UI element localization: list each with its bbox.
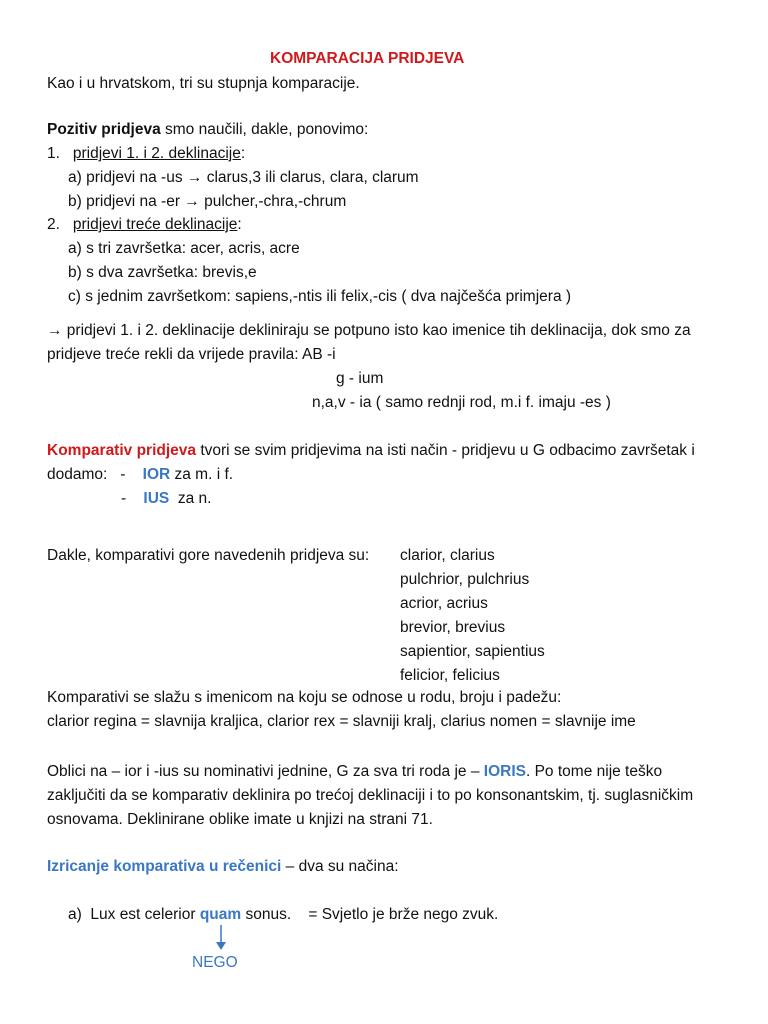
agreement-line-1: Komparativi se slažu s imenicom na koju se odnose u rodu, broju i padežu: (47, 689, 562, 706)
agreement-line-2: clarior regina = slavnija kraljica, clarior rex = slavniji kralj, clarius nomen = slavnije ime (47, 713, 636, 730)
ius-suffix: IUS (143, 490, 170, 507)
oblici-line-1-pre: Oblici na – ior i -ius su nominativi jednine, G za sva tri roda je – (47, 763, 484, 780)
pozitiv-heading-line (47, 120, 368, 140)
list-item-2a: a) s tri završetka: acer, acris, acre (68, 240, 300, 257)
list-item-1 (47, 144, 245, 164)
list-item-1a: a) pridjevi na -us → clarus,3 ili clarus, clara, clarum (68, 169, 419, 186)
komparativ-dodamo: dodamo: - (47, 466, 143, 483)
example-sentence-a-pre: a) Lux est celerior (68, 906, 200, 923)
list-item-1-colon: : (240, 145, 246, 162)
izricanje-heading: Izricanje komparativa u rečenici (47, 858, 282, 875)
oblici-line-1 (47, 762, 662, 782)
list-item-1-number: 1. (47, 145, 60, 162)
example-form: felicior, felicius (400, 667, 500, 684)
rule-line-4: n,a,v - ia ( samo rednji rod, m.i f. imaju -es ) (312, 394, 611, 411)
example-sentence-a (68, 905, 498, 925)
down-arrow-icon (214, 924, 228, 952)
komparativ-line-1 (47, 441, 695, 461)
izricanje-line (47, 857, 399, 877)
oblici-line-1-post: . Po tome nije teško (525, 763, 663, 780)
list-item-1b: b) pridjevi na -er → pulcher,-chra,-chrum (68, 193, 347, 210)
intro-line: Kao i u hrvatskom, tri su stupnja komparacije. (47, 75, 360, 92)
rule-line-2: pridjeve treće rekli da vrijede pravila: AB -i (47, 346, 336, 363)
ioris-ending: IORIS (483, 763, 526, 780)
pozitiv-heading: Pozitiv pridjeva (47, 121, 161, 138)
komparativ-line-2 (47, 465, 233, 485)
ius-rest: za n. (169, 490, 212, 507)
list-item-2c: c) s jednim završetkom: sapiens,-ntis ili felix,-cis ( dva najčešća primjera ) (68, 288, 572, 305)
example-form: clarior, clarius (400, 547, 495, 564)
list-item-2 (47, 215, 242, 235)
list-item-2-label: pridjevi treće deklinacije (72, 216, 238, 233)
ior-suffix: IOR (142, 466, 171, 483)
rule-line-1: → pridjevi 1. i 2. deklinacije dekliniraju se potpuno isto kao imenice tih deklinacija, dok smo za (47, 322, 691, 339)
komparativ-heading: Komparativ pridjeva (47, 442, 197, 459)
examples-lead: Dakle, komparativi gore navedenih pridjeva su: (47, 547, 370, 564)
ior-rest: za m. i f. (170, 466, 234, 483)
rule-line-3: g - ium (336, 370, 384, 387)
oblici-line-3: osnovama. Deklinirane oblike imate u knjizi na strani 71. (47, 811, 433, 828)
komparativ-dash-2: - (121, 490, 144, 507)
example-form: sapientior, sapientius (400, 643, 545, 660)
oblici-line-2: zaključiti da se komparativ deklinira po trećoj deklinaciji i to po konsonantskim, tj. suglasničkim (47, 787, 694, 804)
example-form: brevior, brevius (400, 619, 506, 636)
example-form: acrior, acrius (400, 595, 488, 612)
list-item-2b: b) s dva završetka: brevis,e (68, 264, 257, 281)
example-sentence-a-post: sonus. = Svjetlo je brže nego zvuk. (241, 906, 499, 923)
komparativ-line-3 (121, 489, 211, 509)
list-item-2-colon: : (237, 216, 242, 233)
example-form: pulchrior, pulchrius (400, 571, 530, 588)
list-item-2-number: 2. (47, 216, 60, 233)
izricanje-rest: – dva su načina: (281, 858, 399, 875)
komparativ-line-1-rest: tvori se svim pridjevima na isti način - pridjevu u G odbacimo završetak i (196, 442, 695, 459)
page-title: KOMPARACIJA PRIDJEVA (270, 50, 465, 67)
nego-label: NEGO (192, 954, 238, 971)
list-item-1-label: pridjevi 1. i 2. deklinacije (72, 145, 241, 162)
pozitiv-heading-rest: smo naučili, dakle, ponovimo: (160, 121, 369, 138)
quam-word: quam (199, 906, 242, 923)
